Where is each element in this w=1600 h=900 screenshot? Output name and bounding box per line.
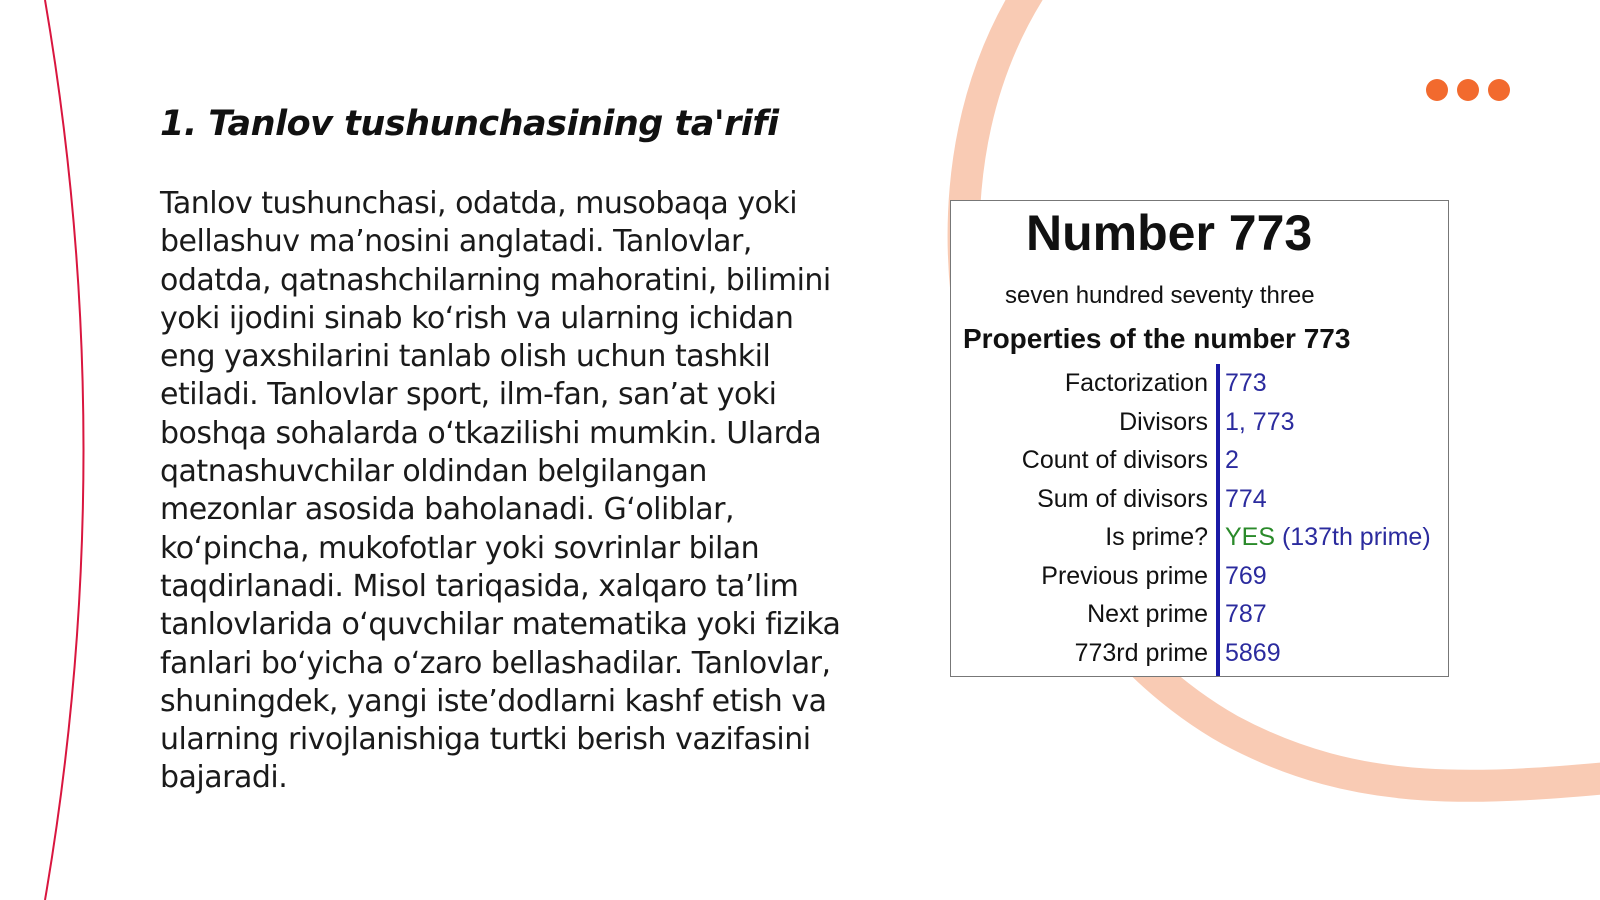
property-value: [1225, 518, 1431, 556]
property-value: 1, 773: [1225, 407, 1295, 436]
property-row-sum-of-divisors: [951, 480, 1448, 518]
slide-title: 1. Tanlov tushunchasining ta'rifi: [160, 104, 779, 144]
property-row-divisors: [951, 403, 1448, 441]
property-row-count-of-divisors: [951, 441, 1448, 479]
dot-icon: [1457, 79, 1479, 101]
property-label: Divisors: [1119, 407, 1208, 436]
property-value: 5869: [1225, 638, 1281, 667]
number-info-card: [950, 200, 1449, 677]
property-label: Next prime: [1087, 600, 1208, 628]
properties-title: Properties of the number 773: [963, 323, 1351, 354]
left-curve-line: [45, 0, 84, 900]
card-title: Number 773: [1026, 205, 1313, 261]
property-row-nth-prime: [951, 634, 1448, 672]
property-row-previous-prime: [951, 557, 1448, 595]
property-value: 787: [1225, 600, 1267, 628]
property-value: 774: [1225, 484, 1267, 513]
dot-icon: [1488, 79, 1510, 101]
property-label: Is prime?: [1105, 523, 1208, 551]
card-subtitle: seven hundred seventy three: [1005, 282, 1315, 309]
property-value: 769: [1225, 561, 1267, 590]
property-value: 773: [1225, 369, 1267, 397]
property-row-factorization: [951, 364, 1448, 402]
property-row-is-prime: [951, 518, 1448, 556]
properties-table: [951, 364, 1448, 676]
property-label: Sum of divisors: [1037, 484, 1208, 513]
property-label: Factorization: [1064, 369, 1208, 397]
property-row-next-prime: [951, 595, 1448, 633]
property-label: Previous prime: [1041, 561, 1208, 590]
slide-body-text: Tanlov tushunchasi, odatda, musobaqa yoki bellashuv ma’nosini anglatadi. Tanlovlar, odatda, qatnashchilarning mahoratini, bilimini yoki ijodini sinab ko‘rish va ularning ichidan eng yaxshilarini tanlab olish uchun tashkil etiladi. Tanlovlar sport, ilm-fan, san’at yoki boshqa sohalarda o‘tkazilishi mumkin. Ularda qatnashuvchilar oldindan belgilangan mezonlar asosida baholanadi. G‘oliblar, ko‘pincha, mukofotlar yoki sovrinlar bilan taqdirlanadi. Misol tariqasida, xalqaro ta’lim tanlovlarida o‘quvchilar matematika yoki fizika fanlari bo‘yicha o‘zaro bellashadilar. Tanlovlar, shuningdek, yangi iste’dodlarni kashf etish va ularning rivojlanishiga turtki berish vazifasini bajaradi.: [160, 186, 841, 796]
three-dots-icon: [1426, 79, 1516, 101]
dot-icon: [1426, 79, 1448, 101]
property-label: 773rd prime: [1074, 638, 1208, 667]
prime-rank-value: (137th prime): [1275, 523, 1431, 551]
property-label: Count of divisors: [1021, 446, 1208, 474]
prime-yes-value: YES: [1225, 523, 1276, 551]
property-value: 2: [1225, 446, 1239, 474]
